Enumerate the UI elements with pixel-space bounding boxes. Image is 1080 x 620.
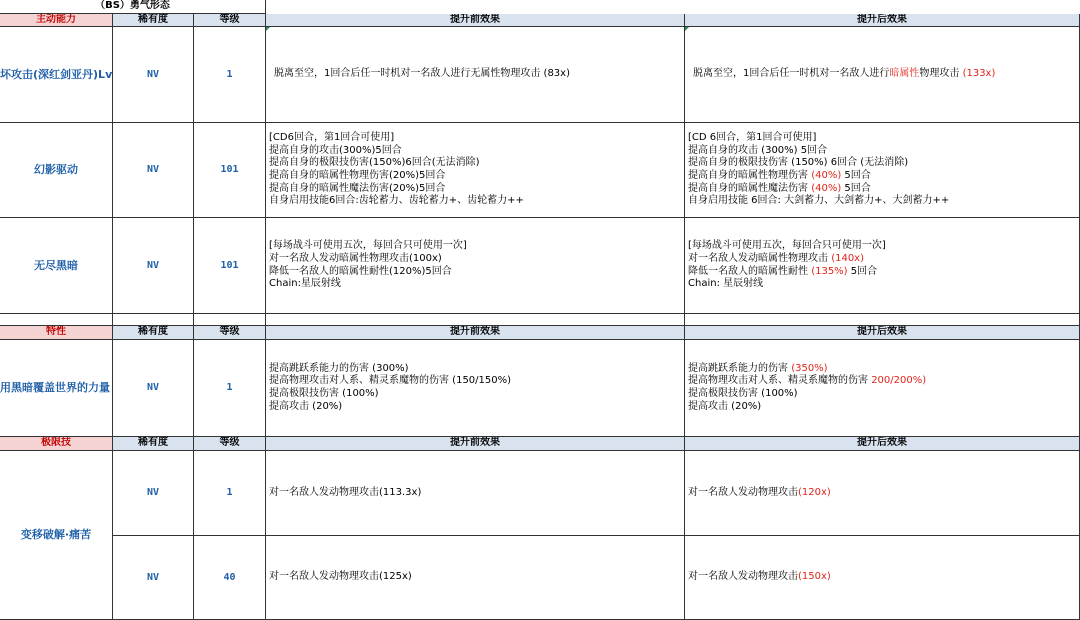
text: 5回合 [847,265,878,277]
effect-line: 对一名敌人发动物理攻击(125x) [269,571,412,583]
effect-line: 提高自身的暗属性物理伤害(20%)5回合 [269,170,446,181]
text: 提高物理攻击对人系、精灵系魔物的伤害 [688,375,872,387]
cell-comment-marker [685,27,689,31]
section-label-trait: 特性 [0,326,113,340]
effect-line: 提高跳跃系能力的伤害 (300%) [269,362,409,374]
after-effect [685,27,1080,123]
text: 对一名敌人发动物理攻击 [688,486,798,498]
after-effect [685,123,1080,218]
effect-line [688,571,1079,584]
rarity-value: NV [113,340,194,437]
effect-line: 提高极限技伤害 (100%) [688,388,798,399]
effect-line [688,183,1079,196]
after-effect [685,218,1080,314]
spacer-cell [194,314,266,326]
before-effect [266,27,685,123]
text: 降低一名敌人的暗属性耐性 [688,265,812,277]
before-effect [266,340,685,437]
level-value: 40 [194,536,266,620]
section-label-limit: 极限技 [0,437,113,451]
effect-line: Chain:星辰射线 [269,278,341,290]
effect-line [688,487,1079,500]
text: 对一名敌人发动暗属性物理攻击 [688,252,832,264]
effect-line: 提高攻击 (20%) [269,400,343,412]
before-effect [266,123,685,218]
effect-line: 降低一名敌人的暗属性耐性(120%)5回合 [269,265,452,277]
highlight-text: (133x) [962,68,996,80]
level-value: 101 [194,123,266,218]
before-effect [266,451,685,536]
effect-line [688,363,1079,376]
text: 提高自身的暗属性魔法伤害 [688,182,812,194]
effect-line: [CD6回合，第1回合可使用] [269,132,395,144]
effect-line: [每场战斗可使用五次，每回合只可使用一次] [688,240,886,252]
effect-line [693,68,1079,81]
sheet-title: （BS）勇气形态 [0,0,266,14]
spacer-cell [685,314,1080,326]
effect-line: 提高自身的极限技伤害 (150%) 6回合 (无法消除) [688,157,909,169]
highlight-text: (120x) [798,486,831,498]
after-effect [685,451,1080,536]
rarity-value: NV [113,451,194,536]
effect-line: 自身启用技能6回合:齿轮蓄力、齿轮蓄力+、齿轮蓄力++ [269,195,524,207]
before-effect-header: 提升前效果 [266,326,685,340]
effect-line: 自身启用技能 6回合: 大剑蓄力、大剑蓄力+、大剑蓄力++ [688,195,950,207]
after-effect-header: 提升后效果 [685,326,1080,340]
text: 物理攻击 [919,68,963,80]
after-effect-header: 提升后效果 [685,437,1080,451]
rarity-header: 稀有度 [113,14,194,27]
skill-name: 无尽黑暗 [0,218,113,314]
text: 5回合 [841,182,871,194]
text: 提高跳跃系能力的伤害 [688,362,792,374]
effect-line: 提高极限技伤害 (100%) [269,388,379,399]
before-effect-header: 提升前效果 [266,437,685,451]
rarity-value: NV [113,123,194,218]
effect-line: 对一名敌人发动暗属性物理攻击(100x) [269,252,442,264]
effect-line: 提高自身的攻击(300%)5回合 [269,144,402,156]
effect-line: 脱离至空，1回合后任一时机对一名敌人进行无属性物理攻击 (83x) [274,68,570,80]
skill-name: 坏攻击(深红剑亚丹)Lv [0,27,113,123]
before-effect [266,218,685,314]
effect-line [688,266,1079,279]
level-value: 1 [194,451,266,536]
effect-line [688,375,1079,388]
before-effect [266,536,685,620]
effect-line: 提高自身的暗属性魔法伤害(20%)5回合 [269,182,446,194]
skill-name: 幻影驱动 [0,123,113,218]
after-effect [685,536,1080,620]
highlight-text: (135%) [811,265,848,277]
effect-line: [每场战斗可使用五次，每回合只可使用一次] [269,240,467,252]
text: 对一名敌人发动物理攻击 [688,571,798,583]
spacer-cell [0,314,113,326]
section-label-active: 主动能力 [0,14,113,27]
limit-name: 变移破解·痛苦 [0,451,113,620]
spacer-cell [266,314,685,326]
text: 5回合 [841,170,871,181]
rarity-header: 稀有度 [113,326,194,340]
highlight-text: 200/200%) [871,375,927,387]
highlight-text: (350%) [791,362,828,374]
highlight-text: (40%) [811,182,842,194]
effect-line: 提高自身的攻击 (300%) 5回合 [688,144,828,156]
level-header: 等级 [194,437,266,451]
level-value: 1 [194,27,266,123]
text: 提高自身的暗属性物理伤害 [688,170,812,181]
effect-line: 提高攻击 (20%) [688,400,762,412]
text: 脱离至空，1回合后任一时机对一名敌人进行 [693,68,890,80]
highlight-text: (150x) [798,571,831,583]
highlight-text: (40%) [811,170,842,181]
rarity-header: 稀有度 [113,437,194,451]
effect-line [688,253,1079,266]
trait-name: 用黑暗覆盖世界的力量 [0,340,113,437]
effect-line [688,170,1079,183]
level-value: 101 [194,218,266,314]
rarity-value: NV [113,27,194,123]
effect-line: 提高自身的极限技伤害(150%)6回合(无法消除) [269,157,480,169]
level-header: 等级 [194,14,266,27]
after-effect [685,340,1080,437]
level-value: 1 [194,340,266,437]
cell-comment-marker [266,27,270,31]
effect-line: Chain: 星辰射线 [688,278,764,290]
effect-line: 提高物理攻击对人系、精灵系魔物的伤害 (150/150%) [269,375,512,387]
effect-line: [CD 6回合，第1回合可使用] [688,132,817,144]
level-header: 等级 [194,326,266,340]
rarity-value: NV [113,218,194,314]
before-effect-header: 提升前效果 [266,14,685,27]
after-effect-header: 提升后效果 [685,14,1080,27]
rarity-value: NV [113,536,194,620]
highlight-text: (140x) [831,252,864,264]
spacer-cell [113,314,194,326]
highlight-text: 暗属性 [889,68,920,80]
effect-line: 对一名敌人发动物理攻击(113.3x) [269,486,422,498]
